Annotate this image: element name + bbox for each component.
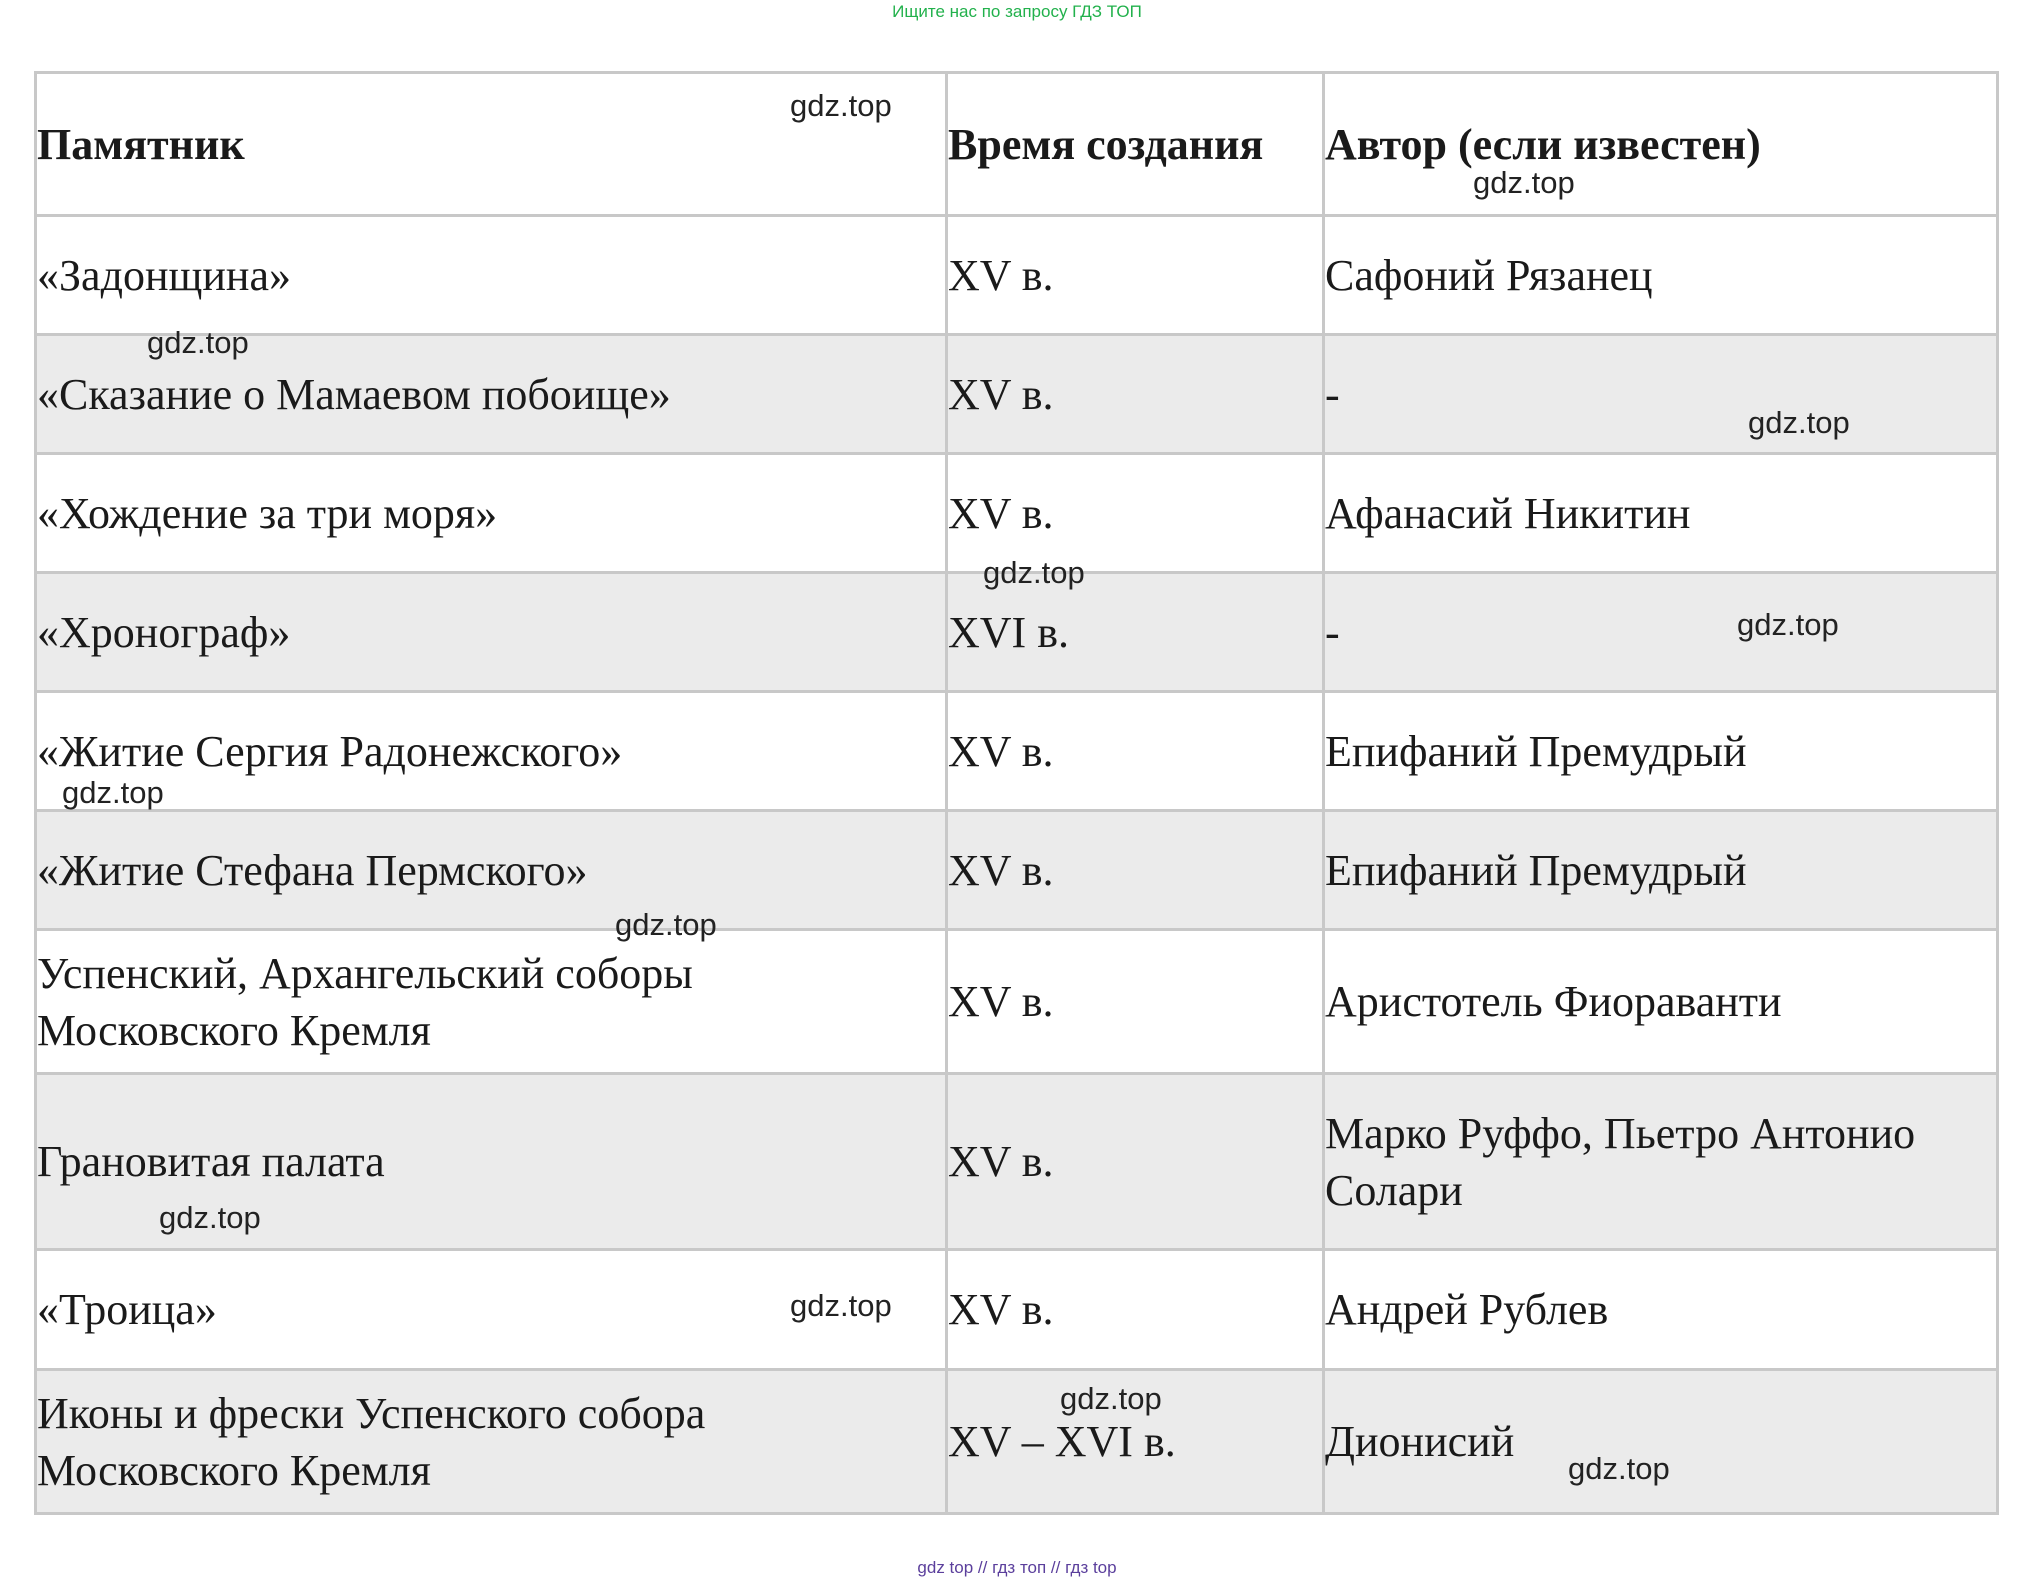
- table-row: [36, 216, 1998, 335]
- table-row: [36, 335, 1998, 454]
- cell-author: Афанасий Никитин: [1324, 454, 1998, 573]
- header-time: Время создания: [947, 73, 1324, 216]
- watermark: gdz.top: [615, 907, 717, 942]
- watermark: gdz.top: [1060, 1381, 1162, 1416]
- cell-author: Сафоний Рязанец: [1324, 216, 1998, 335]
- cell-time: XV в.: [947, 811, 1324, 930]
- table-row: [36, 811, 1998, 930]
- top-note: Ищите нас по запросу ГДЗ ТОП: [892, 2, 1142, 21]
- cell-monument: «Хронограф»: [36, 573, 947, 692]
- cell-author: Андрей Рублев: [1324, 1250, 1998, 1370]
- table-row: [36, 1250, 1998, 1370]
- cell-monument: Иконы и фрески Успенского собора Московского Кремля: [36, 1370, 947, 1514]
- cell-monument: Успенский, Архангельский соборы Московского Кремля: [36, 930, 947, 1074]
- header-author: Автор (если известен): [1324, 73, 1998, 216]
- watermark: gdz.top: [147, 325, 249, 360]
- watermark: gdz.top: [62, 775, 164, 810]
- cell-monument: «Задонщина»: [36, 216, 947, 335]
- cell-author: Дионисий: [1324, 1370, 1998, 1514]
- monuments-table: [34, 71, 1999, 1515]
- table-row: [36, 930, 1998, 1074]
- table-row: [36, 1370, 1998, 1514]
- watermark: gdz.top: [1473, 165, 1575, 200]
- table-row: [36, 1074, 1998, 1250]
- watermark: gdz.top: [790, 88, 892, 123]
- cell-time: XV в.: [947, 454, 1324, 573]
- cell-monument: «Житие Сергия Радонежского»: [36, 692, 947, 811]
- cell-monument: «Троица»: [36, 1250, 947, 1370]
- cell-monument: «Хождение за три моря»: [36, 454, 947, 573]
- watermark: gdz.top: [983, 555, 1085, 590]
- cell-time: XV в.: [947, 216, 1324, 335]
- cell-time: XV в.: [947, 692, 1324, 811]
- cell-author: Марко Руффо, Пьетро Антонио Солари: [1324, 1074, 1998, 1250]
- cell-monument: Грановитая палата: [36, 1074, 947, 1250]
- cell-time: XVI в.: [947, 573, 1324, 692]
- cell-time: XV – XVI в.: [947, 1370, 1324, 1514]
- cell-time: XV в.: [947, 335, 1324, 454]
- cell-time: XV в.: [947, 1250, 1324, 1370]
- watermark: gdz.top: [159, 1200, 261, 1235]
- watermark: gdz.top: [1748, 405, 1850, 440]
- table-header-row: [36, 73, 1998, 216]
- watermark: gdz.top: [1568, 1451, 1670, 1486]
- header-monument: Памятник: [36, 73, 947, 216]
- cell-time: XV в.: [947, 1074, 1324, 1250]
- cell-monument: «Житие Стефана Пермского»: [36, 811, 947, 930]
- cell-author: -: [1324, 573, 1998, 692]
- watermark: gdz.top: [1737, 607, 1839, 642]
- cell-time: XV в.: [947, 930, 1324, 1074]
- table-row: [36, 692, 1998, 811]
- cell-author: Аристотель Фиораванти: [1324, 930, 1998, 1074]
- cell-author: -: [1324, 335, 1998, 454]
- cell-monument: «Сказание о Мамаевом побоище»: [36, 335, 947, 454]
- cell-author: Епифаний Премудрый: [1324, 692, 1998, 811]
- cell-author: Епифаний Премудрый: [1324, 811, 1998, 930]
- watermark: gdz.top: [790, 1288, 892, 1323]
- bottom-note: gdz top // гдз топ // гдз top: [917, 1558, 1117, 1577]
